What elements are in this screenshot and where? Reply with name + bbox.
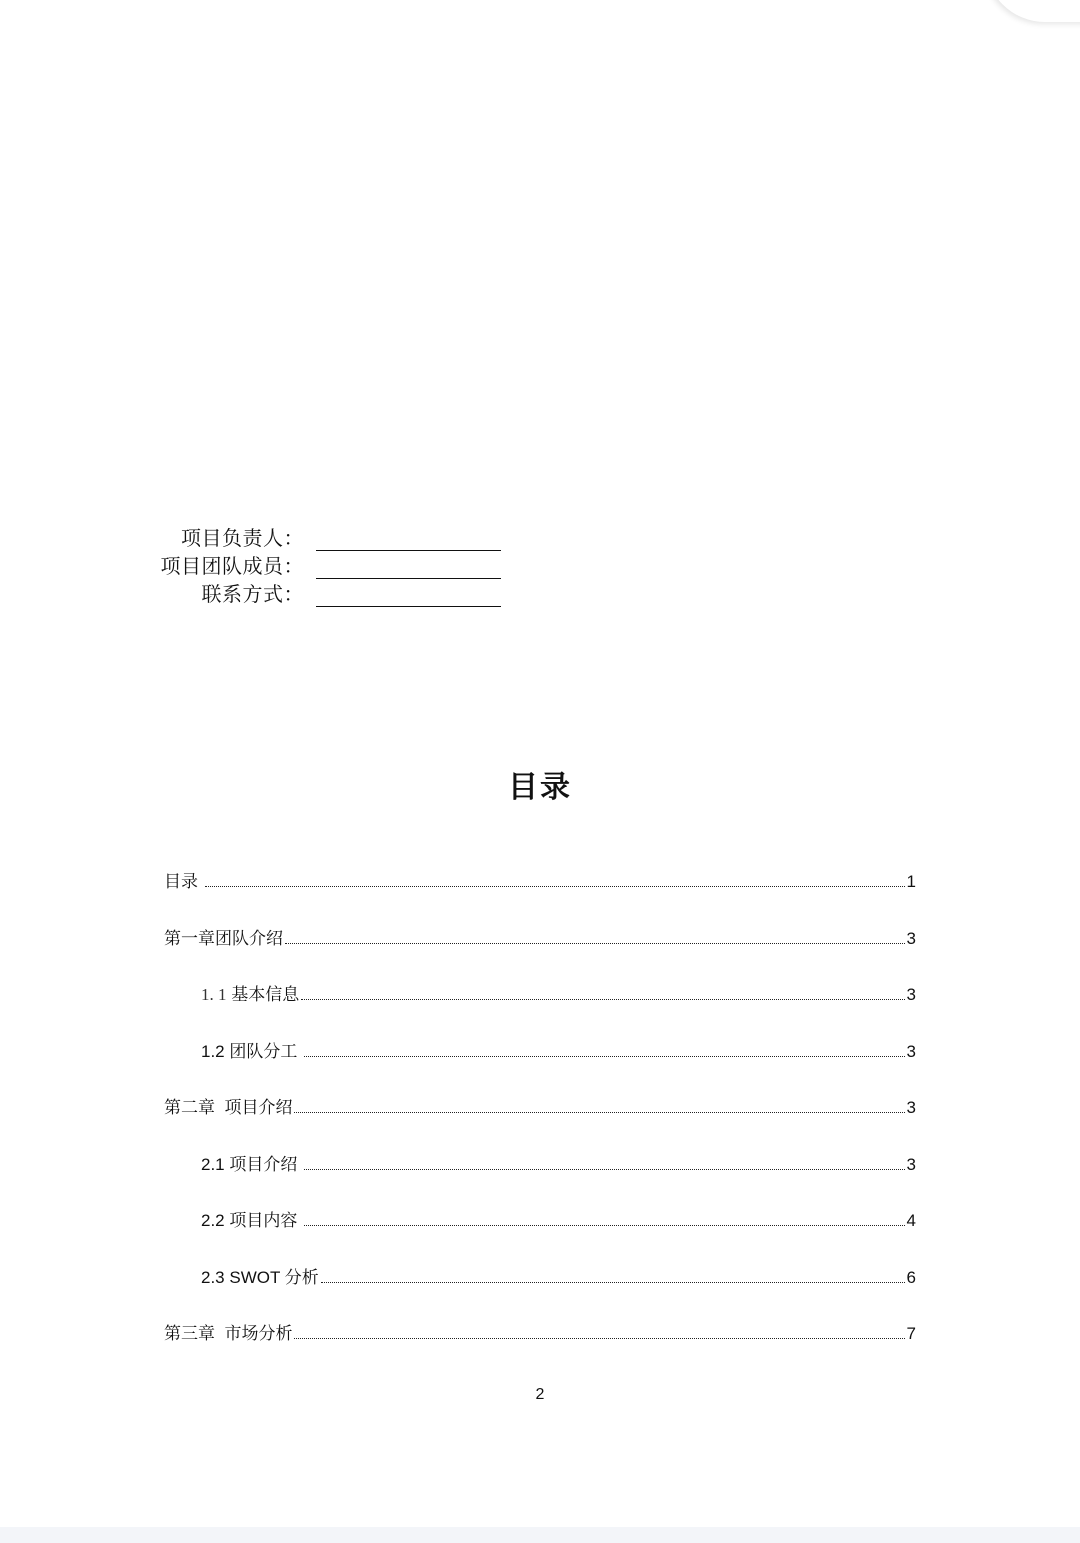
toc-entry-label: 1.2 团队分工 bbox=[201, 1042, 303, 1061]
toc-dot-leader bbox=[304, 1225, 904, 1226]
toc-entry-2-3[interactable] bbox=[201, 1266, 916, 1290]
toc-dot-leader bbox=[294, 1112, 904, 1113]
toc-entry-page: 3 bbox=[906, 929, 916, 948]
toc-entry-page: 3 bbox=[906, 1042, 916, 1061]
toc-entry-chapter-1[interactable] bbox=[164, 927, 916, 951]
toc-entry-label: 第一章团队介绍 bbox=[164, 929, 283, 948]
toc-entry-contents[interactable] bbox=[164, 870, 916, 894]
team-members-field bbox=[150, 554, 510, 580]
toc-entry-page: 3 bbox=[906, 1098, 916, 1117]
toc-entry-page: 7 bbox=[906, 1324, 916, 1343]
toc-entry-label: 目录 bbox=[164, 872, 203, 891]
toc-entry-label: 2.2 项目内容 bbox=[201, 1211, 303, 1230]
bottom-bar bbox=[0, 1527, 1080, 1543]
toc-entry-1-1[interactable] bbox=[201, 983, 916, 1007]
toc-entry-label: 第三章 市场分析 bbox=[164, 1324, 293, 1343]
toc-title: 目录 bbox=[508, 771, 572, 804]
project-leader-label: 项目负责人： bbox=[181, 528, 304, 550]
toc-entry-page: 3 bbox=[906, 1155, 916, 1174]
toc-entry-2-2[interactable] bbox=[201, 1209, 916, 1233]
contact-field bbox=[150, 582, 510, 608]
toc-entry-chapter-2[interactable] bbox=[164, 1096, 916, 1120]
toc-entry-text: 基本信息 bbox=[226, 985, 300, 1004]
toc-entry-number: 1. 1 bbox=[201, 985, 227, 1004]
toc-dot-leader bbox=[285, 943, 905, 944]
toc-entry-chapter-3[interactable] bbox=[164, 1322, 916, 1346]
project-leader-field bbox=[150, 526, 510, 552]
contact-label: 联系方式： bbox=[201, 584, 304, 606]
toc-entry-page: 1 bbox=[906, 872, 916, 891]
toc-entry-2-1[interactable] bbox=[201, 1153, 916, 1177]
toc-dot-leader bbox=[304, 1056, 904, 1057]
toc-entry-label: 第二章 项目介绍 bbox=[164, 1098, 293, 1117]
toc-entry-label bbox=[201, 983, 299, 1007]
toc-entry-page: 4 bbox=[906, 1211, 916, 1230]
contact-blank bbox=[316, 606, 501, 607]
page-number: 2 bbox=[535, 1386, 545, 1403]
toc-dot-leader bbox=[304, 1169, 904, 1170]
toc-dot-leader bbox=[294, 1338, 904, 1339]
toc-dot-leader bbox=[321, 1282, 905, 1283]
corner-overlay bbox=[985, 0, 1080, 22]
team-members-blank bbox=[316, 578, 501, 579]
toc-entry-1-2[interactable] bbox=[201, 1040, 916, 1064]
toc-entry-page: 3 bbox=[906, 985, 916, 1004]
toc-dot-leader bbox=[205, 886, 905, 887]
project-leader-blank bbox=[316, 550, 501, 551]
toc-dot-leader bbox=[301, 999, 904, 1000]
toc-entry-page: 6 bbox=[906, 1268, 916, 1287]
toc-entry-label: 2.1 项目介绍 bbox=[201, 1155, 303, 1174]
team-members-label: 项目团队成员： bbox=[160, 556, 304, 578]
toc-entry-label: 2.3 SWOT 分析 bbox=[201, 1268, 319, 1287]
